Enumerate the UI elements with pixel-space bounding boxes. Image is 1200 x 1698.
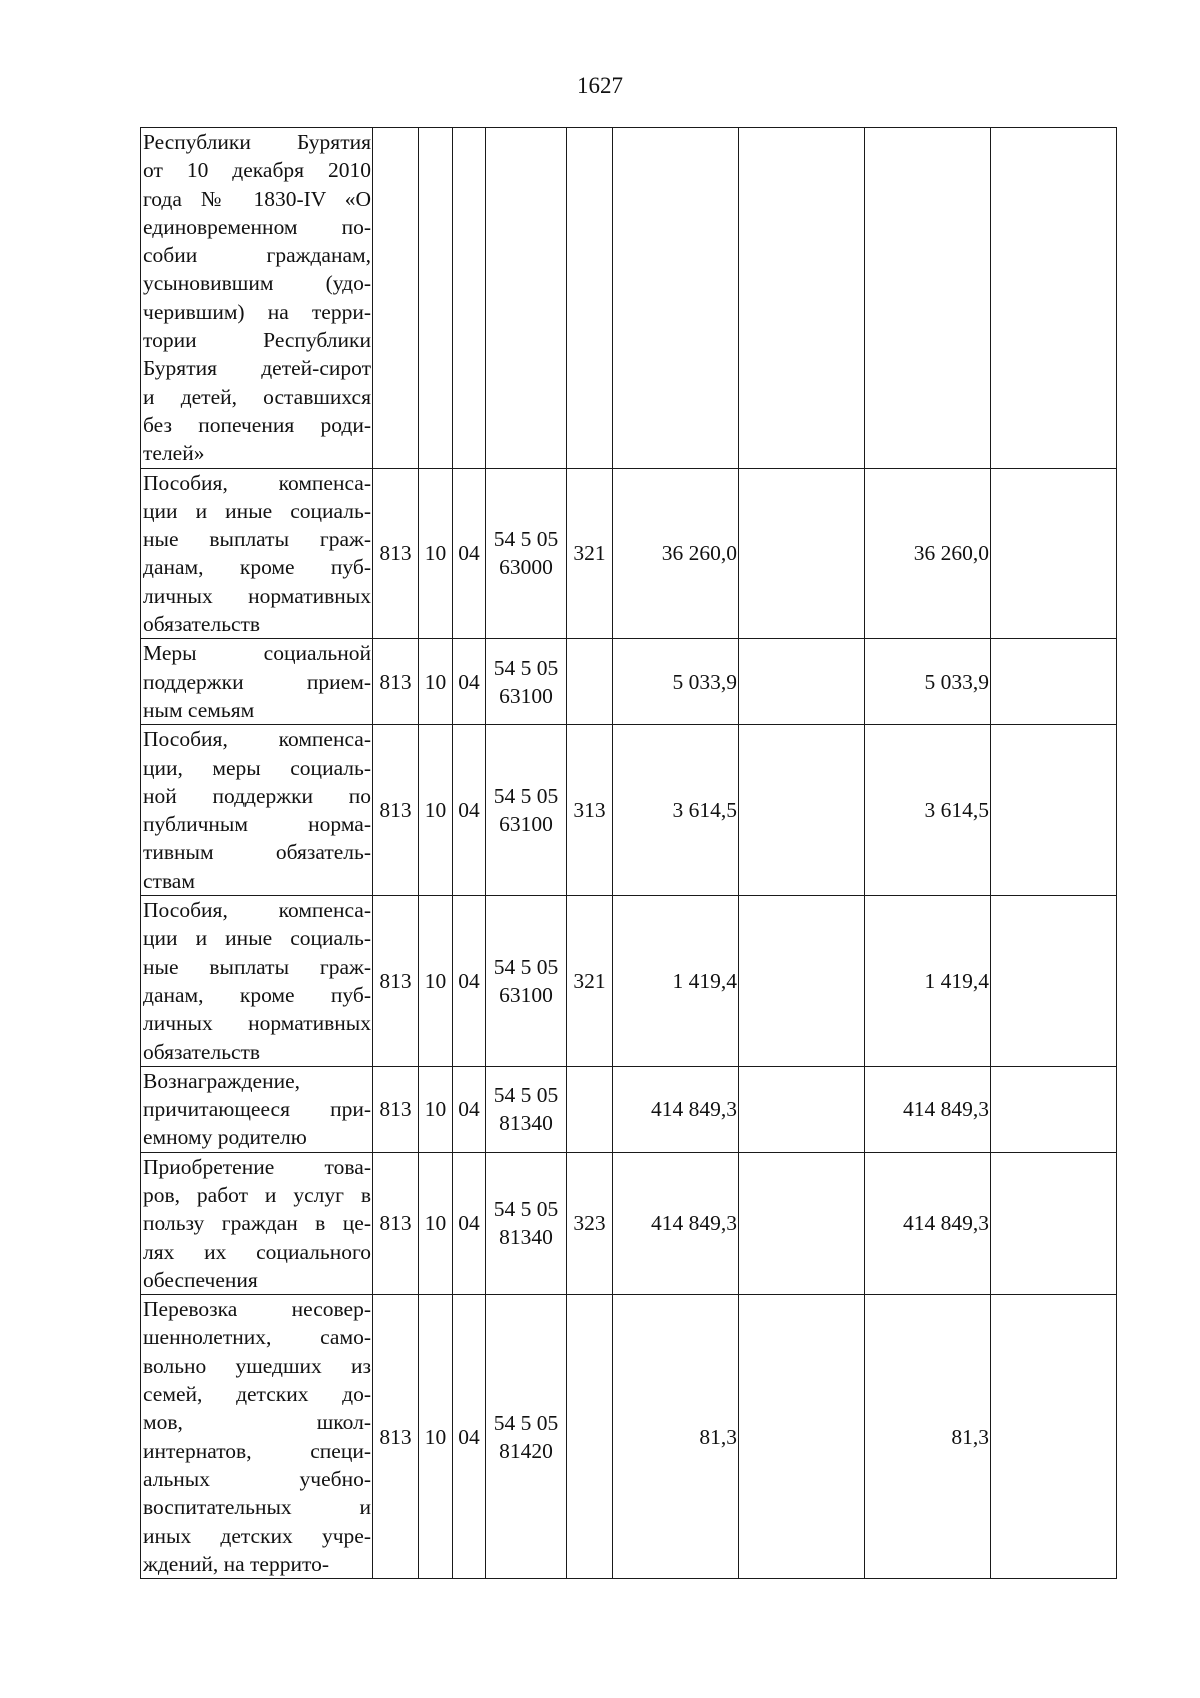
amount-3: 414 849,3 <box>865 1066 991 1152</box>
vr-code <box>567 128 613 469</box>
rz-code: 10 <box>419 896 453 1067</box>
table-row <box>141 1066 1117 1152</box>
amount-1: 414 849,3 <box>613 1152 739 1294</box>
amount-3: 36 260,0 <box>865 468 991 639</box>
table-row <box>141 1152 1117 1294</box>
description-line: ждений, на террито- <box>143 1551 329 1576</box>
csr-code-part-2: 63100 <box>499 982 553 1007</box>
csr-code-part-2: 81340 <box>499 1111 553 1136</box>
description-line: без попечения роди- <box>143 412 371 437</box>
description-line: ствам <box>143 868 195 893</box>
row-description <box>141 1295 373 1579</box>
pr-code <box>453 128 486 469</box>
amount-4 <box>991 468 1117 639</box>
amount-3: 414 849,3 <box>865 1152 991 1294</box>
pr-code: 04 <box>453 1152 486 1294</box>
csr-code <box>486 1066 567 1152</box>
amount-2 <box>739 725 865 896</box>
amount-2 <box>739 1295 865 1579</box>
amount-4 <box>991 1295 1117 1579</box>
ved-code: 813 <box>373 639 419 725</box>
description-line: обязательств <box>143 612 261 637</box>
rz-code: 10 <box>419 639 453 725</box>
budget-table <box>140 127 1117 1579</box>
csr-code <box>486 725 567 896</box>
description-line: иных детских учре- <box>143 1523 371 1548</box>
row-description <box>141 128 373 469</box>
table-row <box>141 639 1117 725</box>
vr-code <box>567 1295 613 1579</box>
table-row <box>141 1295 1117 1579</box>
ved-code: 813 <box>373 468 419 639</box>
description-line: ные выплаты граж- <box>143 527 371 552</box>
vr-code <box>567 1066 613 1152</box>
amount-4 <box>991 725 1117 896</box>
description-line: лях их социального <box>143 1239 371 1264</box>
description-line: Республики Бурятия <box>143 130 371 154</box>
csr-code-part-2: 63000 <box>499 555 553 580</box>
amount-2 <box>739 1066 865 1152</box>
description-line: от 10 декабря 2010 <box>143 158 371 183</box>
rz-code: 10 <box>419 1295 453 1579</box>
description-line: собии гражданам, <box>143 243 371 268</box>
row-description <box>141 1066 373 1152</box>
description-line: альных учебно- <box>143 1466 371 1491</box>
description-line: семей, детских до- <box>143 1382 371 1407</box>
row-description <box>141 1152 373 1294</box>
description-line: ции и иные социаль- <box>143 926 371 951</box>
csr-code-part-2: 63100 <box>499 683 553 708</box>
csr-code <box>486 896 567 1067</box>
csr-code-part-2: 81340 <box>499 1225 553 1250</box>
description-line: тории Республики <box>143 328 371 353</box>
description-line: обеспечения <box>143 1267 258 1292</box>
description-line: обязательств <box>143 1039 261 1064</box>
vr-code: 313 <box>567 725 613 896</box>
amount-1 <box>613 128 739 469</box>
ved-code: 813 <box>373 1295 419 1579</box>
vr-code: 321 <box>567 468 613 639</box>
amount-2 <box>739 1152 865 1294</box>
rz-code: 10 <box>419 725 453 896</box>
description-line: ции и иные социаль- <box>143 498 371 523</box>
pr-code: 04 <box>453 639 486 725</box>
description-line: Меры социальной <box>143 641 371 666</box>
description-line: поддержки прием- <box>143 669 371 694</box>
description-line: Пособия, компенса- <box>143 470 371 495</box>
description-line: данам, кроме пуб- <box>143 982 371 1007</box>
amount-1: 3 614,5 <box>613 725 739 896</box>
ved-code: 813 <box>373 1152 419 1294</box>
description-line: ров, работ и услуг в <box>143 1182 371 1207</box>
row-description <box>141 639 373 725</box>
description-line: усыновившим (удо- <box>143 271 371 296</box>
amount-4 <box>991 896 1117 1067</box>
csr-code <box>486 468 567 639</box>
vr-code: 323 <box>567 1152 613 1294</box>
amount-1: 5 033,9 <box>613 639 739 725</box>
description-line: ной поддержки по <box>143 783 371 808</box>
pr-code: 04 <box>453 725 486 896</box>
csr-code-part-1: 54 5 05 <box>493 1197 559 1222</box>
amount-2 <box>739 896 865 1067</box>
amount-3: 5 033,9 <box>865 639 991 725</box>
description-line: года № 1830-IV «О <box>143 186 371 211</box>
pr-code: 04 <box>453 1295 486 1579</box>
csr-code-part-2: 63100 <box>499 812 553 837</box>
description-line: интернатов, специ- <box>143 1438 371 1463</box>
pr-code: 04 <box>453 896 486 1067</box>
csr-code-part-2: 81420 <box>499 1438 553 1463</box>
page-number: 1627 <box>577 73 623 98</box>
vr-code: 321 <box>567 896 613 1067</box>
row-description <box>141 725 373 896</box>
table-row <box>141 128 1117 469</box>
pr-code: 04 <box>453 1066 486 1152</box>
vr-code <box>567 639 613 725</box>
description-line: личных нормативных <box>143 1011 371 1036</box>
description-line: Вознаграждение, <box>143 1068 301 1093</box>
description-line: причитающееся при- <box>143 1097 371 1122</box>
description-line: ные выплаты граж- <box>143 954 371 979</box>
description-line: черившим) на терри- <box>143 299 371 324</box>
description-line: емному родителю <box>143 1125 307 1150</box>
description-line: и детей, оставшихся <box>143 384 371 409</box>
amount-1: 36 260,0 <box>613 468 739 639</box>
row-description <box>141 896 373 1067</box>
description-line: телей» <box>143 441 205 466</box>
rz-code: 10 <box>419 1152 453 1294</box>
csr-code <box>486 1152 567 1294</box>
description-line: ным семьям <box>143 697 255 722</box>
csr-code <box>486 128 567 469</box>
csr-code <box>486 1295 567 1579</box>
csr-code-part-1: 54 5 05 <box>493 527 559 552</box>
table-body <box>141 128 1117 1579</box>
amount-4 <box>991 128 1117 469</box>
ved-code <box>373 128 419 469</box>
amount-3: 3 614,5 <box>865 725 991 896</box>
amount-1: 81,3 <box>613 1295 739 1579</box>
csr-code <box>486 639 567 725</box>
csr-code-part-1: 54 5 05 <box>493 655 559 680</box>
description-line: вольно ушедших из <box>143 1353 371 1378</box>
description-line: тивным обязатель- <box>143 840 371 865</box>
description-line: единовременном по- <box>143 214 371 239</box>
amount-3: 1 419,4 <box>865 896 991 1067</box>
description-line: Пособия, компенса- <box>143 727 371 752</box>
amount-1: 1 419,4 <box>613 896 739 1067</box>
description-line: Приобретение това- <box>143 1154 371 1179</box>
amount-1: 414 849,3 <box>613 1066 739 1152</box>
description-line: мов, школ- <box>143 1410 371 1435</box>
description-line: воспитательных и <box>143 1495 371 1520</box>
amount-2 <box>739 639 865 725</box>
rz-code: 10 <box>419 468 453 639</box>
amount-3 <box>865 128 991 469</box>
amount-4 <box>991 1066 1117 1152</box>
table-row <box>141 468 1117 639</box>
ved-code: 813 <box>373 896 419 1067</box>
amount-4 <box>991 1152 1117 1294</box>
amount-2 <box>739 468 865 639</box>
amount-4 <box>991 639 1117 725</box>
description-line: шеннолетних, само- <box>143 1325 371 1350</box>
description-line: Пособия, компенса- <box>143 898 371 923</box>
description-line: личных нормативных <box>143 583 371 608</box>
csr-code-part-1: 54 5 05 <box>493 784 559 809</box>
description-line: Бурятия детей-сирот <box>143 356 371 381</box>
table-row <box>141 896 1117 1067</box>
rz-code: 10 <box>419 1066 453 1152</box>
description-line: Перевозка несовер- <box>143 1297 371 1322</box>
ved-code: 813 <box>373 725 419 896</box>
description-line: ции, меры социаль- <box>143 755 371 780</box>
description-line: публичным норма- <box>143 812 371 837</box>
table-row <box>141 725 1117 896</box>
amount-3: 81,3 <box>865 1295 991 1579</box>
ved-code: 813 <box>373 1066 419 1152</box>
rz-code <box>419 128 453 469</box>
description-line: данам, кроме пуб- <box>143 555 371 580</box>
row-description <box>141 468 373 639</box>
description-line: пользу граждан в це- <box>143 1211 371 1236</box>
csr-code-part-1: 54 5 05 <box>493 1083 559 1108</box>
csr-code-part-1: 54 5 05 <box>493 1410 559 1435</box>
csr-code-part-1: 54 5 05 <box>493 954 559 979</box>
pr-code: 04 <box>453 468 486 639</box>
amount-2 <box>739 128 865 469</box>
